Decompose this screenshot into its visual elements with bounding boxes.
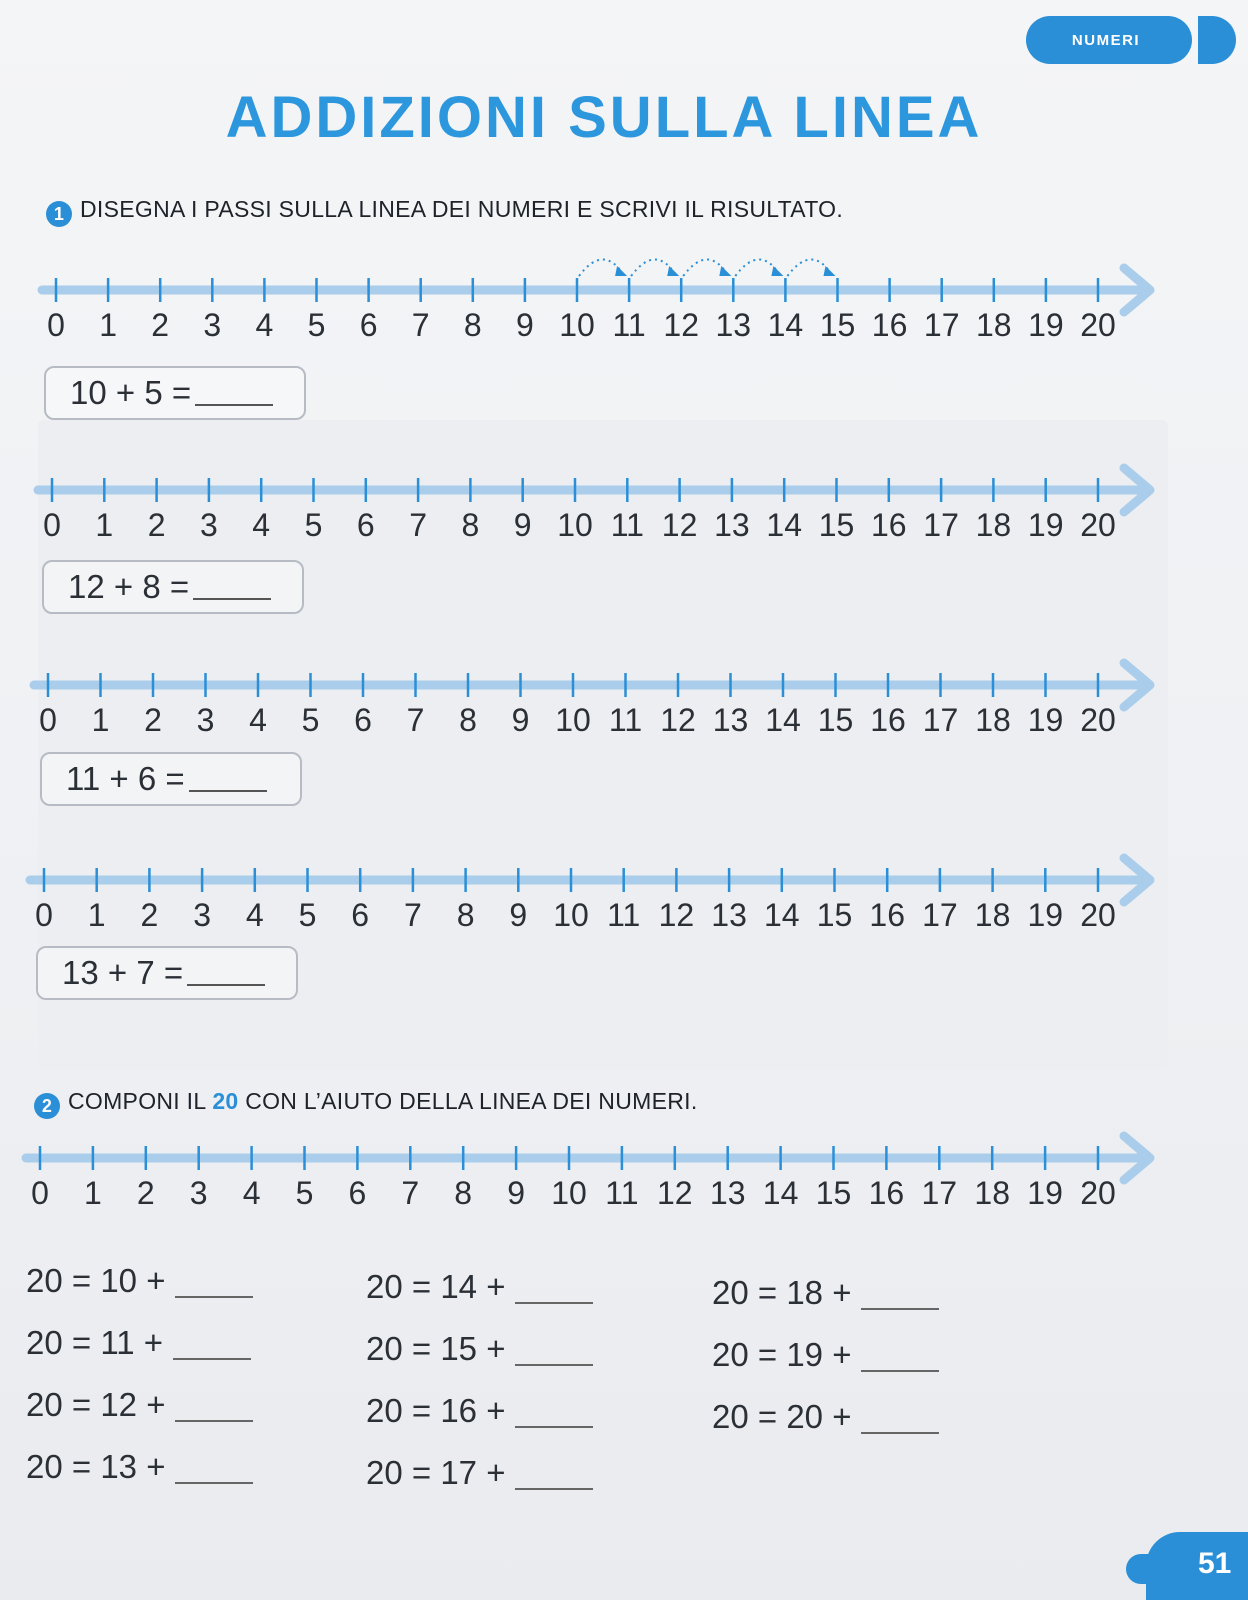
equation-box[interactable] [42,560,304,614]
number-line-label: 19 [1027,507,1064,543]
composition-equation[interactable] [712,1398,939,1436]
number-line-label: 3 [189,1175,208,1211]
answer-blank[interactable] [193,568,271,600]
answer-blank[interactable] [861,1406,939,1434]
number-line-label: 16 [871,507,907,543]
number-line-label: 11 [608,702,643,738]
section-tab [1026,16,1236,64]
number-line-3 [0,657,1248,747]
equation-text: 13 + 7 = [62,954,184,991]
composition-text: 20 = 17 + [366,1454,506,1491]
number-line-label: 18 [974,1175,1010,1211]
number-line-label: 10 [555,702,591,738]
number-line-label: 15 [815,1175,852,1211]
equation-box[interactable] [44,366,306,420]
number-line-label: 0 [35,897,53,933]
number-line-label: 6 [354,702,372,738]
jump-arrowhead [615,266,627,276]
answer-blank[interactable] [175,1270,253,1298]
number-line-label: 8 [459,702,477,738]
number-line-label: 1 [99,307,117,343]
number-line-1 [0,262,1248,352]
number-line-2 [0,462,1248,552]
equation-box[interactable] [40,752,302,806]
number-line-label: 16 [868,1175,905,1211]
answer-blank[interactable] [189,760,267,792]
number-line-label: 16 [870,702,906,738]
number-line-label: 10 [557,507,593,543]
number-line-label: 16 [871,307,908,343]
number-line-label: 9 [516,307,534,343]
composition-equation[interactable] [26,1324,251,1362]
number-line-label: 15 [817,702,854,738]
composition-text: 20 = 19 + [712,1336,852,1373]
number-line-label: 6 [348,1175,367,1211]
number-line-label: 7 [401,1175,420,1211]
equation-box[interactable] [36,946,298,1000]
number-line-label: 8 [461,507,480,543]
number-line-label: 5 [301,702,320,738]
number-line-label: 2 [140,897,159,933]
page-title: ADDIZIONI SULLA LINEA [225,85,983,150]
composition-equation[interactable] [26,1262,253,1300]
answer-blank[interactable] [187,954,265,986]
number-line-label: 20 [1080,507,1116,543]
composition-text: 20 = 12 + [26,1386,166,1423]
number-line-label: 13 [709,1175,746,1211]
section-tab-end [1198,16,1236,64]
number-line-label: 10 [559,307,595,343]
number-line-label: 4 [245,897,264,933]
composition-text: 20 = 16 + [366,1392,506,1429]
number-line-label: 10 [553,897,589,933]
number-line-label: 1 [91,702,110,738]
number-line-label: 15 [819,307,856,343]
number-line-label: 16 [869,897,905,933]
number-line-label: 11 [610,507,644,543]
number-line-label: 12 [657,1175,693,1211]
number-line-label: 8 [454,1175,473,1211]
number-line-label: 11 [607,897,641,933]
number-line-label: 12 [658,897,695,933]
composition-text: 20 = 18 + [712,1274,852,1311]
number-line-label: 8 [463,307,482,343]
number-line-label: 13 [715,307,752,343]
number-line-label: 7 [411,307,430,343]
number-line-label: 0 [31,1175,49,1211]
number-line-label: 2 [144,702,162,738]
jump-arrowhead [719,266,731,276]
answer-blank[interactable] [515,1462,593,1490]
answer-blank[interactable] [175,1456,253,1484]
number-line-label: 9 [507,1175,525,1211]
number-line-label: 9 [509,897,528,933]
number-line-5 [0,1130,1248,1220]
number-line-label: 12 [663,307,699,343]
exercise-2-instruction-text-end: CON L’AIUTO DELLA LINEA DEI NUMERI. [238,1088,698,1114]
number-line-label: 4 [242,1175,261,1211]
number-line-label: 20 [1080,897,1116,933]
answer-blank[interactable] [515,1338,593,1366]
number-line-label: 20 [1080,1175,1116,1211]
number-line-label: 2 [147,507,166,543]
composition-equation[interactable] [366,1392,593,1430]
number-line-label: 13 [711,897,747,933]
composition-equation[interactable] [712,1336,939,1374]
number-line-label: 1 [95,507,114,543]
number-line-label: 5 [307,307,326,343]
number-line-label: 12 [661,507,698,543]
number-line-label: 19 [1027,1175,1063,1211]
number-line-label: 4 [252,507,271,543]
composition-equation[interactable] [712,1274,939,1312]
composition-equation[interactable] [26,1448,253,1486]
number-line-label: 5 [295,1175,314,1211]
composition-text: 20 = 11 + [26,1324,164,1361]
answer-blank[interactable] [515,1276,593,1304]
page-number: 51 [1146,1532,1248,1600]
jump-arrowhead [824,266,836,276]
answer-blank[interactable] [173,1332,251,1360]
exercise-2-highlight: 20 [212,1088,239,1114]
section-tab-label: NUMERI [1026,16,1192,64]
number-line-label: 18 [975,507,1012,543]
composition-text: 20 = 15 + [366,1330,506,1367]
composition-text: 20 = 13 + [26,1448,166,1485]
number-line-label: 18 [974,897,1011,933]
composition-equation[interactable] [366,1268,593,1306]
equation-text: 12 + 8 = [68,568,190,605]
number-line-label: 14 [764,897,800,933]
number-line-label: 15 [818,507,855,543]
number-line-label: 20 [1080,702,1116,738]
number-line-label: 2 [151,307,170,343]
number-line-label: 11 [605,1175,639,1211]
number-line-label: 15 [816,897,853,933]
exercise-1-instruction [46,196,843,227]
composition-equation[interactable] [366,1454,593,1492]
number-line-label: 17 [922,897,958,933]
number-line-label: 1 [84,1175,102,1211]
number-line-label: 3 [193,897,211,933]
composition-text: 20 = 20 + [712,1398,852,1435]
number-line-label: 14 [767,307,804,343]
number-line-label: 0 [39,702,57,738]
number-line-label: 3 [203,307,222,343]
composition-text: 20 = 14 + [366,1268,506,1305]
number-line-4 [0,852,1248,942]
number-line-label: 7 [404,897,422,933]
number-line-label: 17 [922,702,959,738]
number-line-label: 12 [660,702,696,738]
number-line-label: 18 [975,702,1011,738]
number-line-label: 4 [249,702,267,738]
exercise-2-instruction-text: COMPONI IL [68,1088,213,1114]
jump-arrowhead [771,266,783,276]
exercise-2-instruction [34,1088,698,1119]
composition-equation[interactable] [366,1330,593,1368]
number-line-label: 14 [766,507,802,543]
number-line-label: 14 [765,702,801,738]
exercise-1-instruction-text: DISEGNA I PASSI SULLA LINEA DEI NUMERI E SCRIVI IL RISULTATO. [80,196,844,222]
answer-blank[interactable] [861,1282,939,1310]
number-line-label: 0 [43,507,61,543]
answer-blank[interactable] [861,1344,939,1372]
answer-blank[interactable] [175,1394,253,1422]
number-line-label: 17 [923,307,960,343]
number-line-label: 3 [196,702,215,738]
number-line-label: 9 [513,507,532,543]
number-line-label: 4 [255,307,274,343]
number-line-label: 8 [456,897,475,933]
exercise-2-badge: 2 [34,1093,60,1119]
number-line-label: 5 [304,507,323,543]
number-line-label: 7 [409,507,427,543]
jump-arrowhead [667,266,679,276]
exercise-1-badge: 1 [46,201,72,227]
number-line-label: 20 [1080,307,1116,343]
number-line-label: 17 [921,1175,958,1211]
number-line-label: 7 [406,702,425,738]
number-line-label: 0 [47,307,65,343]
number-line-label: 19 [1027,702,1064,738]
composition-equation[interactable] [26,1386,253,1424]
number-line-label: 6 [351,897,370,933]
number-line-label: 9 [511,702,530,738]
number-line-label: 13 [712,702,749,738]
number-line-label: 19 [1027,897,1064,933]
number-line-label: 10 [551,1175,587,1211]
number-line-label: 18 [976,307,1012,343]
number-line-label: 6 [356,507,375,543]
number-line-label: 6 [359,307,378,343]
equation-text: 10 + 5 = [70,374,192,411]
composition-text: 20 = 10 + [26,1262,166,1299]
number-line-label: 11 [612,307,646,343]
number-line-label: 5 [298,897,317,933]
number-line-label: 14 [762,1175,799,1211]
equation-text: 11 + 6 = [66,760,185,797]
number-line-label: 13 [714,507,750,543]
number-line-label: 3 [200,507,218,543]
number-line-label: 1 [87,897,106,933]
number-line-label: 17 [923,507,959,543]
answer-blank[interactable] [515,1400,593,1428]
number-line-label: 2 [136,1175,155,1211]
answer-blank[interactable] [195,374,273,406]
number-line-label: 19 [1028,307,1064,343]
